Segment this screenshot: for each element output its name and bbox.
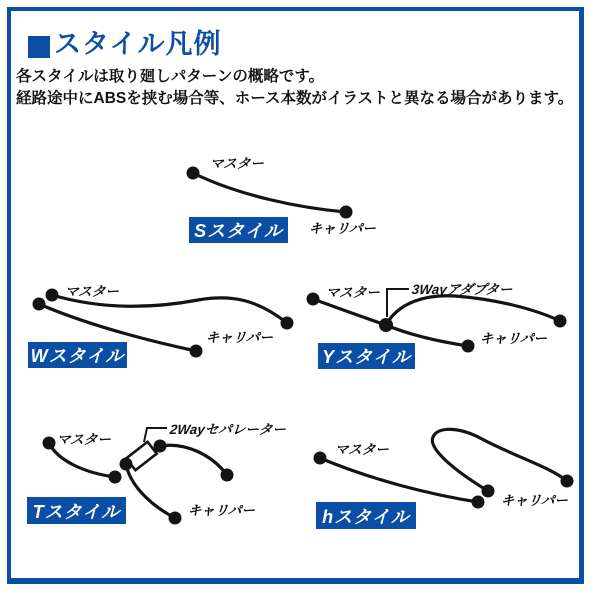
t-upper-hose-path [160,445,227,475]
t-separator-callout-line [144,428,167,442]
s-style-badge: Sスタイル [189,217,288,243]
y-caliper-dot-1 [554,315,567,328]
t-caliper-dot-2 [169,512,182,525]
t-lower-hose-path [126,464,175,518]
y-adapter-callout-line [387,289,409,317]
h-caliper-dot-1 [472,496,485,509]
w-caliper-label: キャリパー [205,330,274,345]
w-style-badge: Wスタイル [28,342,127,368]
intro-line-2: 経路途中にABSを挟む場合等、ホース本数がイラストと異なる場合があります。 [16,90,574,107]
t-caliper-label: キャリパー [187,503,256,518]
h-master-dot [314,452,327,465]
s-caliper-label: キャリパー [308,221,377,236]
h-caliper-dot-2 [561,475,574,488]
w-master-dot-1 [46,289,59,302]
intro-line-1: 各スタイルは取り廻しパターンの概略です。 [16,68,325,85]
w-caliper-dot-1 [281,317,294,330]
h-loop-hose-path [432,429,567,491]
t-style-badge: Tスタイル [27,497,126,524]
h-style-badge: hスタイル [316,502,416,529]
w-master-dot-2 [33,298,46,311]
y-3way-adapter-label: 3Wayアダプター [411,282,514,297]
t-2way-separator-label: 2Wayセパレーター [169,422,287,437]
w-master-label: マスター [64,284,120,299]
s-style-diagram [187,167,353,219]
y-master-dot [307,293,320,306]
h-master-hose-path [320,458,478,502]
t-outlet-dot-lower [120,458,133,471]
s-master-dot [187,167,200,180]
t-caliper-dot-1 [221,469,234,482]
y-upper-hose-path [386,296,560,325]
s-master-label: マスター [209,156,265,171]
y-master-hose-path [313,299,386,325]
s-hose-path [193,173,346,212]
t-inlet-dot [109,471,122,484]
h-loop-start-dot [482,485,495,498]
t-master-label: マスター [56,432,112,447]
page-title: スタイル凡例 [54,29,222,59]
y-caliper-dot-2 [462,340,475,353]
y-style-badge: Yスタイル [318,343,415,369]
t-master-dot [43,437,56,450]
y-adapter-junction-dot [379,318,393,332]
y-caliper-label: キャリパー [479,331,548,346]
t-master-hose-path [49,443,115,477]
h-master-label: マスター [334,442,390,457]
t-outlet-dot-upper [154,440,167,453]
y-master-label: マスター [325,285,381,300]
h-caliper-label: キャリパー [500,493,569,508]
w-caliper-dot-2 [190,345,203,358]
